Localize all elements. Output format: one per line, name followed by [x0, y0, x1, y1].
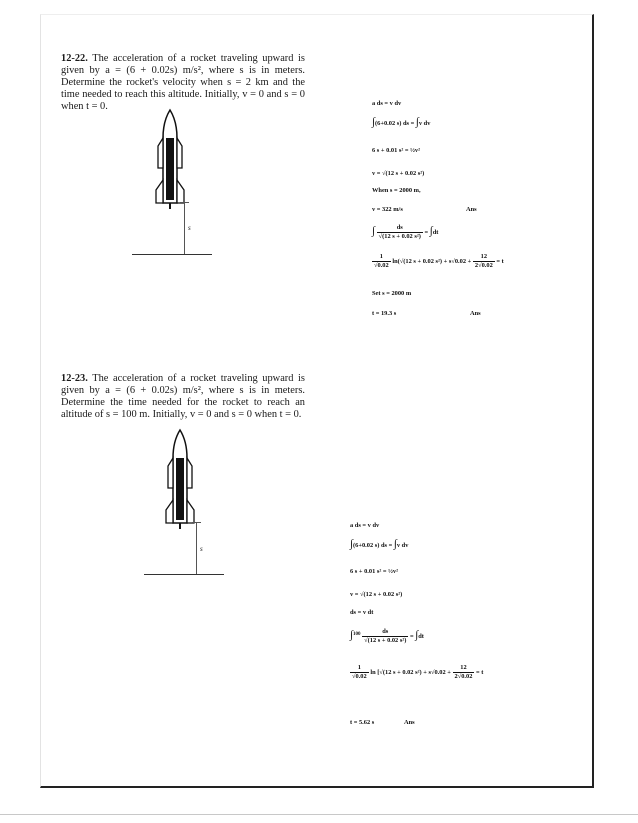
- bottom-rule: [0, 814, 638, 815]
- ground-line-12-22: [132, 254, 212, 255]
- sol-23-line-3: 6 s + 0.01 s² = ½v²: [350, 568, 399, 575]
- sol-23-line-7-frac-den: 2√0.02: [454, 673, 473, 680]
- sol-23-ans: Ans: [404, 719, 415, 726]
- sol-23-line-7-frac-num: 12: [453, 664, 475, 673]
- problem-12-22-statement: [61, 53, 305, 113]
- problem-text: The acceleration of a rocket traveling upward is given by a = (6 + 0.02s) m/s², where s is in meters. Determine the time needed for the rocket to reach an altitude of s = 100 m. Initially, v = 0 and s = 0 when t = 0.: [61, 373, 305, 420]
- problem-12-23-statement: [61, 373, 305, 421]
- sol-22-line-10: t = 19.3 s: [372, 310, 397, 317]
- sol-22-line-2: ∫(6+0.02 s) ds = ∫v dv: [372, 116, 431, 128]
- sol-22-line-8-coef-num: 1: [372, 253, 391, 262]
- sol-22-line-2-lhs: (6+0.02 s) ds: [375, 120, 410, 127]
- altitude-label-12-23: s: [200, 545, 203, 553]
- sol-23-line-8: t = 5.62 s: [350, 719, 375, 726]
- altitude-line-12-23: [196, 522, 197, 574]
- sol-23-line-6-rhs: dt: [418, 632, 424, 640]
- ground-line-12-23: [144, 574, 224, 575]
- sol-23-line-2-lhs: (6+0.02 s) ds: [353, 542, 388, 549]
- sol-22-line-2-rhs: v dv: [418, 120, 431, 127]
- rocket-figure-12-23: [160, 428, 200, 530]
- sol-22-line-5: When s = 2000 m,: [372, 187, 421, 194]
- sol-22-line-7-den: √(12 s + 0.02 s²): [378, 233, 421, 240]
- sol-22-line-8-body: ln(√(12 s + 0.02 s²) + s√0.02 +: [392, 257, 472, 265]
- sol-22-line-8-frac-num: 12: [473, 253, 495, 262]
- altitude-line-12-22: [184, 202, 185, 254]
- sol-22-line-4: v = √(12 s + 0.02 s²): [372, 170, 425, 177]
- sol-23-upper-limit: 100: [353, 631, 361, 637]
- sol-23-line-6: ∫$^{100}$ $\frac{ds}{\text{√(12 s + 0.02 s²)}}$ = ∫dt: [350, 628, 424, 644]
- sol-22-line-3: 6 s + 0.01 s² = ½v²: [372, 147, 421, 154]
- sol-23-line-7-coef-den: √0.02: [352, 673, 367, 680]
- problem-number: 12-23.: [61, 373, 88, 384]
- sol-22-line-7-num: ds: [377, 224, 423, 233]
- sol-22-line-7: ∫ $\frac{ds}{\text{√(12 s + 0.02 s²)}}$ = ∫dt: [372, 224, 439, 240]
- problem-text: The acceleration of a rocket traveling upward is given by a = (6 + 0.02s) m/s², where s is in meters. Determine the rocket's velocity when s = 2 km and the time needed to reach this altitude. Initially, v = 0 and s = 0 when t = 0.: [61, 53, 305, 112]
- sol-22-line-8-coef-den: √0.02: [374, 262, 389, 269]
- sol-23-line-7: [350, 664, 483, 681]
- sol-23-line-2: ∫(6+0.02 s) ds = ∫v dv: [350, 538, 409, 550]
- sol-23-line-6-den: √(12 s + 0.02 s²): [364, 637, 407, 644]
- sol-22-line-8-frac-den: 2√0.02: [474, 262, 493, 269]
- sol-22-line-8: [372, 253, 504, 270]
- sol-23-line-4: v = √(12 s + 0.02 s²): [350, 591, 403, 598]
- sol-23-line-5: ds = v dt: [350, 609, 374, 616]
- sol-23-line-1: a ds = v dv: [350, 522, 380, 529]
- sol-22-line-7-rhs: dt: [432, 228, 439, 236]
- sol-23-line-6-num: ds: [362, 628, 408, 637]
- altitude-tick-12-22: [180, 202, 189, 203]
- sol-22-line-9: Set s = 2000 m: [372, 290, 412, 297]
- sol-23-line-2-rhs: v dv: [396, 542, 409, 549]
- altitude-tick-12-23: [192, 522, 201, 523]
- sol-23-line-7-body: ln [√(12 s + 0.02 s²) + s√0.02 +: [370, 668, 451, 676]
- altitude-label-12-22: s: [188, 224, 191, 232]
- sol-22-line-6: v = 322 m/s: [372, 206, 403, 213]
- sol-23-line-7-rhs: = t: [476, 668, 484, 676]
- sol-22-ans-2: Ans: [470, 310, 481, 317]
- sol-22-ans-1: Ans: [466, 206, 477, 213]
- problem-number: 12-22.: [61, 53, 88, 64]
- sol-22-line-1: a ds = v dv: [372, 100, 402, 107]
- sol-23-line-7-coef-num: 1: [350, 664, 369, 673]
- sol-22-line-8-rhs: = t: [496, 257, 504, 265]
- rocket-figure-12-22: [150, 108, 190, 210]
